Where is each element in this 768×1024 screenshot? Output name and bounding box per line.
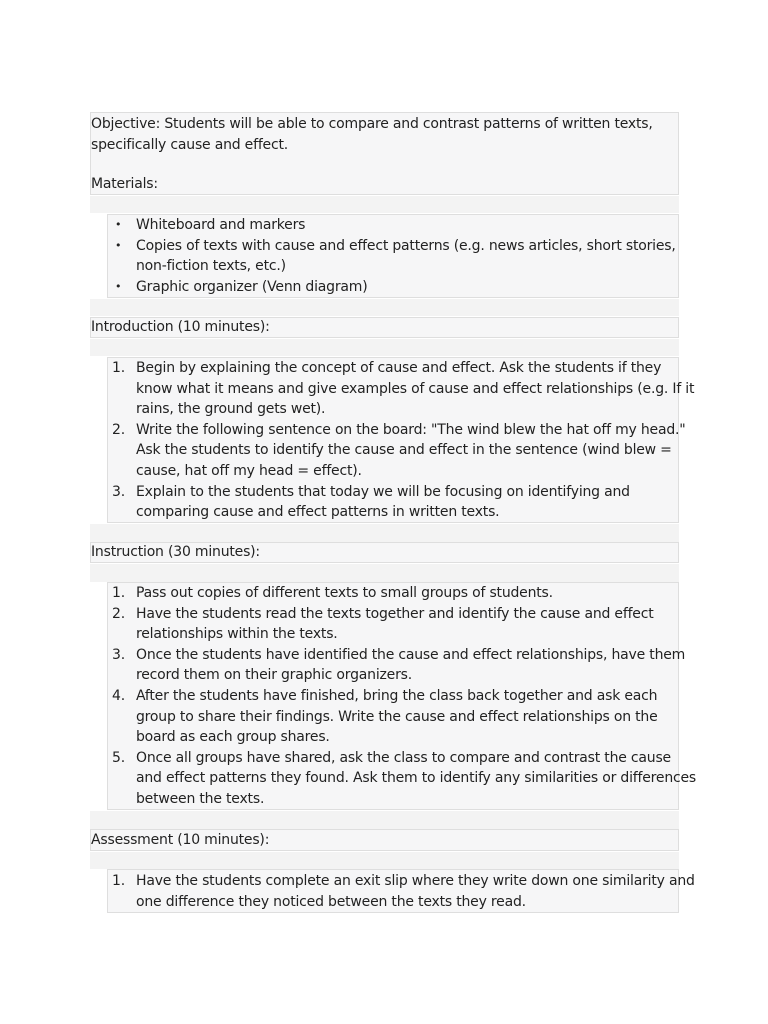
list-number: 4. <box>112 687 125 704</box>
list-item-line: record them on their graphic organizers. <box>136 667 412 684</box>
list-item-line: Pass out copies of different texts to small groups of students. <box>136 585 553 601</box>
list-number: 3. <box>112 483 125 500</box>
list-item-line: Once all groups have shared, ask the class to compare and contrast the cause <box>136 749 671 766</box>
list-item-line: After the students have finished, bring the class back together and ask each <box>136 687 658 704</box>
list-number: 2. <box>112 421 125 438</box>
list-item-line: Whiteboard and markers <box>136 217 306 233</box>
list-item <box>107 583 677 604</box>
materials-list <box>107 215 677 297</box>
list-item-line: Have the students read the texts together and identify the cause and effect <box>136 605 654 622</box>
objective-text <box>91 114 676 155</box>
list-item-line: between the texts. <box>136 790 265 807</box>
bullet-icon: • <box>115 238 122 252</box>
block-gap <box>90 564 679 582</box>
bullet-icon: • <box>115 279 122 293</box>
list-number: 2. <box>112 605 125 622</box>
list-item-line: Explain to the students that today we will be focusing on identifying and <box>136 483 630 500</box>
introduction-heading: Introduction (10 minutes): <box>91 319 270 335</box>
instruction-list <box>107 583 696 810</box>
objective-line: specifically cause and effect. <box>91 136 289 153</box>
list-item <box>107 645 686 686</box>
list-item <box>107 277 677 298</box>
list-item-line: Once the students have identified the cause and effect relationships, have them <box>136 646 686 663</box>
bullet-icon: • <box>115 218 122 231</box>
list-number: 5. <box>112 749 125 766</box>
list-item <box>107 748 696 810</box>
instruction-heading: Instruction (30 minutes): <box>91 544 260 560</box>
list-item-line: relationships within the texts. <box>136 626 338 643</box>
objective-line: Objective: Students will be able to compare and contrast patterns of written texts, <box>91 116 653 132</box>
list-item-line: comparing cause and effect patterns in written texts. <box>136 504 500 521</box>
list-item <box>107 482 677 523</box>
list-number: 1. <box>112 360 125 376</box>
list-item <box>107 215 677 236</box>
list-number: 1. <box>112 873 125 889</box>
list-item-line: know what it means and give examples of cause and effect relationships (e.g. If it <box>136 380 695 397</box>
block-gap <box>90 811 679 829</box>
assessment-heading: Assessment (10 minutes): <box>91 832 270 848</box>
list-item-line: board as each group shares. <box>136 729 330 746</box>
list-number: 1. <box>112 585 125 601</box>
list-item-line: non-fiction texts, etc.) <box>136 258 286 275</box>
list-item-line: Copies of texts with cause and effect patterns (e.g. news articles, short stories, <box>136 237 676 254</box>
list-item <box>107 686 677 748</box>
list-item <box>107 358 695 420</box>
assessment-list <box>107 871 695 912</box>
list-item-line: Begin by explaining the concept of cause and effect. Ask the students if they <box>136 360 662 376</box>
block-gap <box>90 339 679 356</box>
introduction-list <box>107 358 695 523</box>
list-item-line: rains, the ground gets wet). <box>136 401 326 418</box>
list-item-line: group to share their findings. Write the cause and effect relationships on the <box>136 708 658 725</box>
list-number: 3. <box>112 646 125 663</box>
list-item-line: Write the following sentence on the board: "The wind blew the hat off my head." <box>136 421 686 438</box>
list-item-line: one difference they noticed between the texts they read. <box>136 893 526 910</box>
list-item-line: Have the students complete an exit slip where they write down one similarity and <box>136 873 695 889</box>
block-gap <box>90 852 679 869</box>
list-item <box>107 420 686 482</box>
block-gap <box>90 524 679 542</box>
list-item <box>107 604 677 645</box>
list-item-line: cause, hat off my head = effect). <box>136 462 362 479</box>
block-gap <box>90 299 679 316</box>
materials-heading: Materials: <box>91 176 158 192</box>
list-item <box>107 871 695 912</box>
block-gap <box>90 196 679 213</box>
list-item-line: Graphic organizer (Venn diagram) <box>136 278 368 295</box>
list-item-line: Ask the students to identify the cause and effect in the sentence (wind blew = <box>136 442 672 459</box>
list-item <box>107 236 677 277</box>
list-item-line: and effect patterns they found. Ask them to identify any similarities or differences <box>136 770 696 787</box>
